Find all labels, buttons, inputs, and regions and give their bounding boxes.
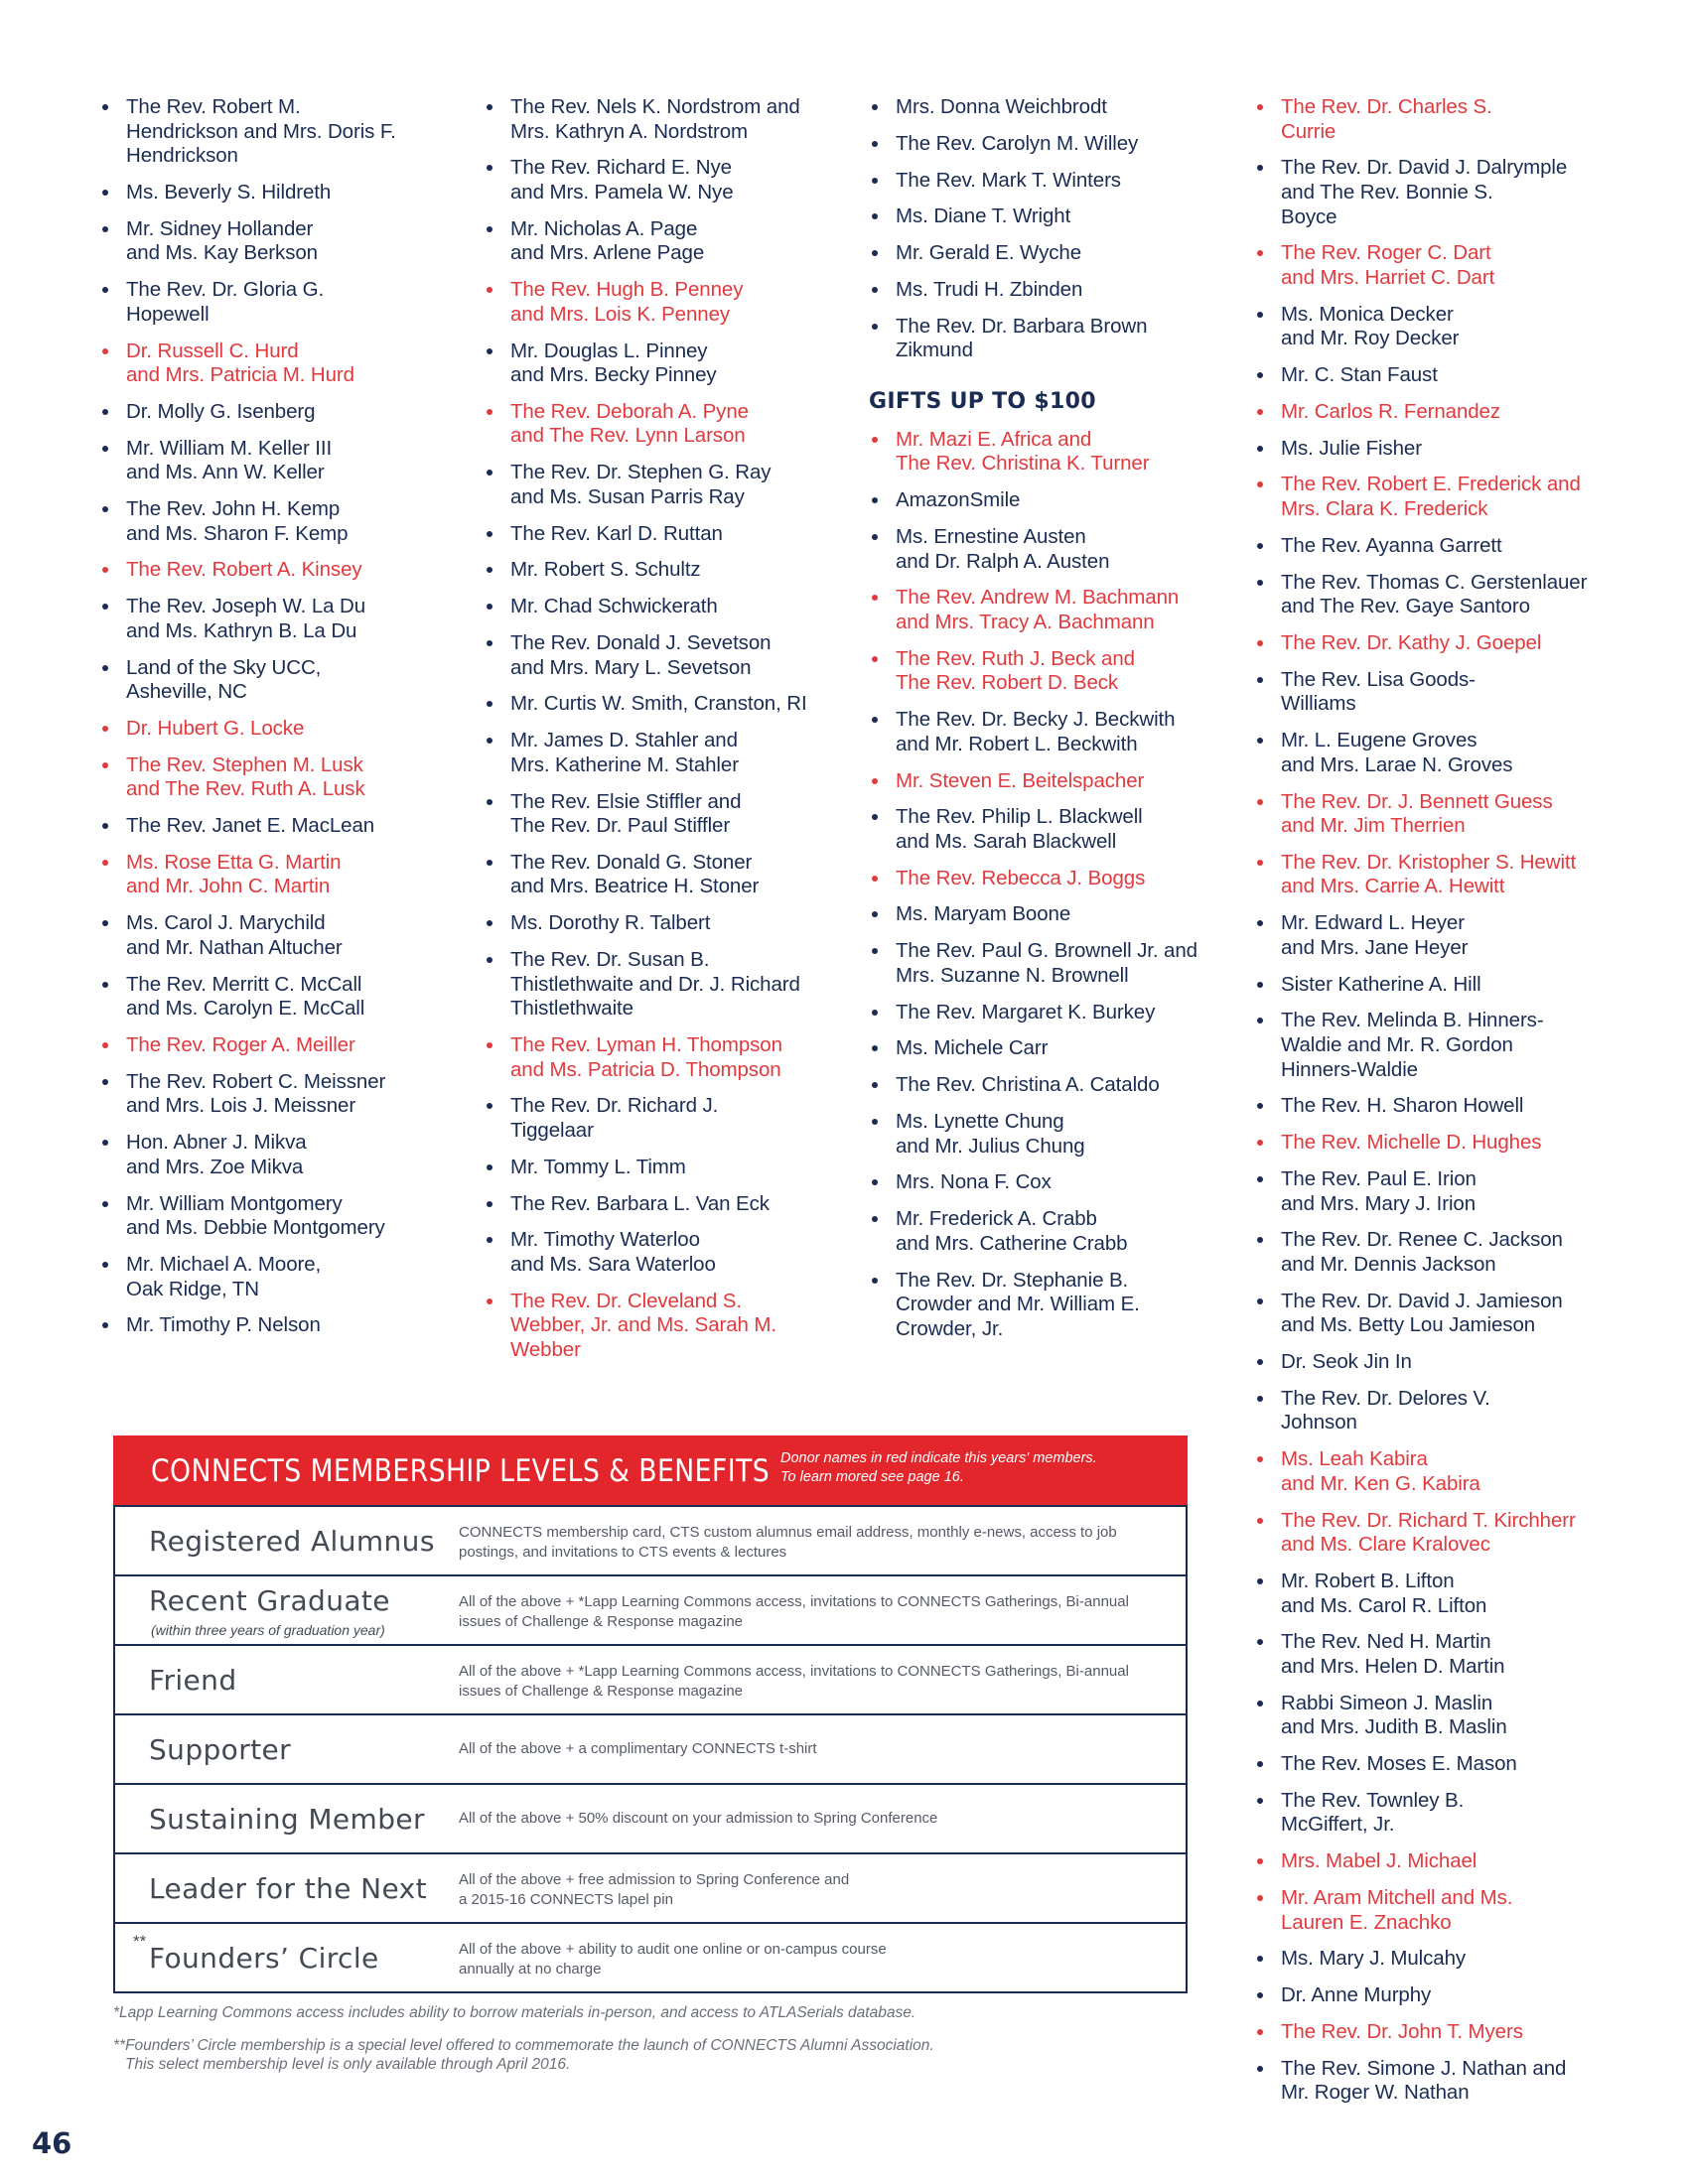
donor-name: Mr. Nicholas A. Page and Mrs. Arlene Page bbox=[484, 217, 821, 266]
donor-name: The Rev. Hugh B. Penney and Mrs. Lois K. Penney bbox=[484, 278, 821, 327]
donor-name: The Rev. Margaret K. Burkey bbox=[869, 1001, 1206, 1025]
donor-name: Ms. Rose Etta G. Martin and Mr. John C. Martin bbox=[99, 851, 437, 899]
donor-name: The Rev. Lyman H. Thompson and Ms. Patricia D. Thompson bbox=[484, 1033, 821, 1082]
membership-row bbox=[115, 1922, 1186, 1991]
donor-name: The Rev. Paul E. Irion and Mrs. Mary J. Irion bbox=[1254, 1167, 1592, 1216]
donor-name: Mr. Timothy P. Nelson bbox=[99, 1313, 437, 1338]
donor-name: The Rev. Dr. J. Bennett Guess and Mr. Jim Therrien bbox=[1254, 790, 1592, 839]
donor-name: The Rev. Dr. David J. Jamieson and Ms. Betty Lou Jamieson bbox=[1254, 1290, 1592, 1338]
donor-name: The Rev. Stephen M. Lusk and The Rev. Ruth A. Lusk bbox=[99, 753, 437, 802]
footnote-founders: **Founders’ Circle membership is a special level offered to commemorate the launch of CONNECTS Alumni Association. This select membership level is only available through April 2016. bbox=[113, 2037, 934, 2073]
donor-name: Sister Katherine A. Hill bbox=[1254, 973, 1592, 998]
donor-name: The Rev. Barbara L. Van Eck bbox=[484, 1192, 821, 1217]
donor-column-1 bbox=[99, 95, 437, 1350]
donor-name: The Rev. Nels K. Nordstrom and Mrs. Kathryn A. Nordstrom bbox=[484, 95, 821, 144]
donor-name: The Rev. Dr. Richard T. Kirchherr and Ms. Clare Kralovec bbox=[1254, 1509, 1592, 1558]
membership-note: Donor names in red indicate this years' members. To learn mored see page 16. bbox=[780, 1450, 1097, 1485]
level-name: Recent Graduate bbox=[149, 1584, 390, 1617]
donor-column-2 bbox=[484, 95, 821, 1375]
donor-name: The Rev. Ruth J. Beck and The Rev. Robert D. Beck bbox=[869, 647, 1206, 696]
gifts-donor-list bbox=[869, 428, 1206, 1341]
donor-name: Mr. Michael A. Moore, Oak Ridge, TN bbox=[99, 1253, 437, 1301]
donor-name: Mr. Curtis W. Smith, Cranston, RI bbox=[484, 692, 821, 717]
donor-name: Ms. Mary J. Mulcahy bbox=[1254, 1947, 1592, 1972]
donor-name: Ms. Dorothy R. Talbert bbox=[484, 911, 821, 936]
donor-name: The Rev. Karl D. Ruttan bbox=[484, 522, 821, 547]
donor-name: Ms. Michele Carr bbox=[869, 1036, 1206, 1061]
donor-name: The Rev. Merritt C. McCall and Ms. Carolyn E. McCall bbox=[99, 973, 437, 1022]
donor-name: Mrs. Nona F. Cox bbox=[869, 1170, 1206, 1195]
donor-list bbox=[869, 95, 1206, 363]
donor-name: The Rev. Robert C. Meissner and Mrs. Lois J. Meissner bbox=[99, 1070, 437, 1119]
level-name: Sustaining Member bbox=[149, 1803, 425, 1836]
membership-row bbox=[115, 1783, 1186, 1852]
donor-name: The Rev. Donald J. Sevetson and Mrs. Mary L. Sevetson bbox=[484, 631, 821, 680]
donor-name: The Rev. Ayanna Garrett bbox=[1254, 534, 1592, 559]
page-number: 46 bbox=[32, 2126, 72, 2160]
donor-name: The Rev. Joseph W. La Du and Ms. Kathryn B. La Du bbox=[99, 595, 437, 643]
membership-row bbox=[115, 1574, 1186, 1644]
donor-name: The Rev. Richard E. Nye and Mrs. Pamela W. Nye bbox=[484, 156, 821, 205]
donor-name: Mr. Tommy L. Timm bbox=[484, 1156, 821, 1180]
donor-name: The Rev. Dr. Charles S. Currie bbox=[1254, 95, 1592, 144]
donor-name: Ms. Carol J. Marychild and Mr. Nathan Altucher bbox=[99, 911, 437, 960]
level-benefit: All of the above + a complimentary CONNECTS t-shirt bbox=[459, 1740, 817, 1757]
donor-name: Mr. L. Eugene Groves and Mrs. Larae N. Groves bbox=[1254, 729, 1592, 777]
donor-name: The Rev. Elsie Stiffler and The Rev. Dr. Paul Stiffler bbox=[484, 790, 821, 839]
donor-name: Ms. Trudi H. Zbinden bbox=[869, 278, 1206, 303]
level-benefit: All of the above + *Lapp Learning Commons access, invitations to CONNECTS Gatherings, Bi-annual issues of Challenge & Response magazine bbox=[459, 1593, 1129, 1630]
gifts-section-heading: GIFTS UP TO $100 bbox=[869, 388, 1096, 414]
donor-list bbox=[1254, 95, 1592, 2106]
donor-name: Mr. Gerald E. Wyche bbox=[869, 241, 1206, 266]
donor-name: The Rev. Dr. Susan B. Thistlethwaite and Dr. J. Richard Thistlethwaite bbox=[484, 948, 821, 1022]
donor-name: The Rev. Thomas C. Gerstenlauer and The Rev. Gaye Santoro bbox=[1254, 571, 1592, 619]
donor-name: Mr. Sidney Hollander and Ms. Kay Berkson bbox=[99, 217, 437, 266]
donor-name: The Rev. Dr. Stephanie B. Crowder and Mr. William E. Crowder, Jr. bbox=[869, 1269, 1206, 1342]
donor-name: Mr. Mazi E. Africa and The Rev. Christina K. Turner bbox=[869, 428, 1206, 477]
membership-levels-table bbox=[113, 1435, 1188, 1993]
donor-name: Ms. Ernestine Austen and Dr. Ralph A. Austen bbox=[869, 525, 1206, 574]
membership-row bbox=[115, 1713, 1186, 1783]
donor-name: The Rev. Simone J. Nathan and Mr. Roger W. Nathan bbox=[1254, 2057, 1592, 2106]
level-benefit: CONNECTS membership card, CTS custom alumnus email address, monthly e-news, access to job postings, and invitations to CTS events & lectures bbox=[459, 1524, 1117, 1561]
membership-row bbox=[115, 1505, 1186, 1574]
donor-name: The Rev. Townley B. McGiffert, Jr. bbox=[1254, 1789, 1592, 1838]
donor-name: Dr. Hubert G. Locke bbox=[99, 717, 437, 742]
donor-name: The Rev. Melinda B. Hinners- Waldie and Mr. R. Gordon Hinners-Waldie bbox=[1254, 1009, 1592, 1082]
donor-name: The Rev. Deborah A. Pyne and The Rev. Lynn Larson bbox=[484, 400, 821, 449]
donor-name: Mr. Edward L. Heyer and Mrs. Jane Heyer bbox=[1254, 911, 1592, 960]
donor-name: The Rev. Robert A. Kinsey bbox=[99, 558, 437, 583]
donor-name: The Rev. Dr. Renee C. Jackson and Mr. Dennis Jackson bbox=[1254, 1228, 1592, 1277]
membership-title: CONNECTS MEMBERSHIP LEVELS & BENEFITS bbox=[151, 1453, 771, 1489]
donor-name: The Rev. Ned H. Martin and Mrs. Helen D. Martin bbox=[1254, 1630, 1592, 1679]
level-name: Friend bbox=[149, 1664, 237, 1697]
footnotes bbox=[113, 2003, 1106, 2088]
donor-name: Ms. Diane T. Wright bbox=[869, 205, 1206, 229]
donor-name: Ms. Julie Fisher bbox=[1254, 437, 1592, 462]
donor-name: The Rev. Dr. Becky J. Beckwith and Mr. Robert L. Beckwith bbox=[869, 708, 1206, 756]
donor-name: The Rev. Mark T. Winters bbox=[869, 169, 1206, 194]
donor-name: Ms. Beverly S. Hildreth bbox=[99, 181, 437, 205]
donor-name: Mr. Robert S. Schultz bbox=[484, 558, 821, 583]
donor-name: The Rev. Robert M. Hendrickson and Mrs. Doris F. Hendrickson bbox=[99, 95, 437, 169]
donor-name: Land of the Sky UCC, Asheville, NC bbox=[99, 656, 437, 705]
level-benefit: All of the above + 50% discount on your admission to Spring Conference bbox=[459, 1810, 938, 1827]
donor-name: Mrs. Donna Weichbrodt bbox=[869, 95, 1206, 120]
donor-name: Mr. Frederick A. Crabb and Mrs. Catherine Crabb bbox=[869, 1207, 1206, 1256]
membership-row bbox=[115, 1644, 1186, 1713]
donor-name: Ms. Monica Decker and Mr. Roy Decker bbox=[1254, 303, 1592, 351]
donor-column-4 bbox=[1254, 95, 1592, 2117]
level-subtitle: (within three years of graduation year) bbox=[151, 1622, 385, 1638]
donor-name: The Rev. Dr. Cleveland S. Webber, Jr. and Ms. Sarah M. Webber bbox=[484, 1290, 821, 1363]
donor-name: Mr. James D. Stahler and Mrs. Katherine M. Stahler bbox=[484, 729, 821, 777]
donor-name: The Rev. Dr. Richard J. Tiggelaar bbox=[484, 1094, 821, 1143]
donor-name: Mr. William Montgomery and Ms. Debbie Montgomery bbox=[99, 1192, 437, 1241]
donor-name: Mr. C. Stan Faust bbox=[1254, 363, 1592, 388]
donor-name: Mr. Carlos R. Fernandez bbox=[1254, 400, 1592, 425]
donor-name: Ms. Leah Kabira and Mr. Ken G. Kabira bbox=[1254, 1447, 1592, 1496]
donor-name: The Rev. Dr. Kristopher S. Hewitt and Mrs. Carrie A. Hewitt bbox=[1254, 851, 1592, 899]
donor-name: The Rev. Dr. Barbara Brown Zikmund bbox=[869, 315, 1206, 363]
donor-name: The Rev. Dr. Gloria G. Hopewell bbox=[99, 278, 437, 327]
donor-name: The Rev. Michelle D. Hughes bbox=[1254, 1131, 1592, 1156]
donor-name: Dr. Seok Jin In bbox=[1254, 1350, 1592, 1375]
donor-name: The Rev. Roger A. Meiller bbox=[99, 1033, 437, 1058]
membership-rows bbox=[113, 1505, 1188, 1993]
donor-name: Dr. Russell C. Hurd and Mrs. Patricia M. Hurd bbox=[99, 340, 437, 388]
donor-name: The Rev. Paul G. Brownell Jr. and Mrs. Suzanne N. Brownell bbox=[869, 939, 1206, 988]
donor-name: The Rev. John H. Kemp and Ms. Sharon F. Kemp bbox=[99, 497, 437, 546]
donor-name: Rabbi Simeon J. Maslin and Mrs. Judith B. Maslin bbox=[1254, 1692, 1592, 1740]
level-name: Leader for the Next bbox=[149, 1872, 427, 1905]
donor-name: The Rev. Carolyn M. Willey bbox=[869, 132, 1206, 157]
membership-header bbox=[113, 1435, 1188, 1505]
donor-name: The Rev. Janet E. MacLean bbox=[99, 814, 437, 839]
donor-name: The Rev. Donald G. Stoner and Mrs. Beatrice H. Stoner bbox=[484, 851, 821, 899]
donor-name: The Rev. Dr. John T. Myers bbox=[1254, 2020, 1592, 2045]
donor-name: The Rev. H. Sharon Howell bbox=[1254, 1094, 1592, 1119]
level-benefit: All of the above + free admission to Spring Conference and a 2015-16 CONNECTS lapel pin bbox=[459, 1871, 850, 1908]
donor-name: The Rev. Andrew M. Bachmann and Mrs. Tracy A. Bachmann bbox=[869, 586, 1206, 634]
level-name: Supporter bbox=[149, 1733, 292, 1766]
donor-name: The Rev. Lisa Goods- Williams bbox=[1254, 668, 1592, 717]
level-name: Founders’ Circle bbox=[149, 1942, 379, 1975]
donor-name: The Rev. Roger C. Dart and Mrs. Harriet C. Dart bbox=[1254, 241, 1592, 290]
donor-name: Hon. Abner J. Mikva and Mrs. Zoe Mikva bbox=[99, 1131, 437, 1179]
donor-list bbox=[484, 95, 821, 1362]
donor-name: Ms. Maryam Boone bbox=[869, 902, 1206, 927]
donor-name: Mr. Steven E. Beitelspacher bbox=[869, 769, 1206, 794]
donor-name: AmazonSmile bbox=[869, 488, 1206, 513]
donor-name: Dr. Anne Murphy bbox=[1254, 1983, 1592, 2008]
donor-name: The Rev. Philip L. Blackwell and Ms. Sarah Blackwell bbox=[869, 805, 1206, 854]
donor-name: Mr. Chad Schwickerath bbox=[484, 595, 821, 619]
level-name: Registered Alumnus bbox=[149, 1525, 435, 1558]
donor-name: The Rev. Dr. Kathy J. Goepel bbox=[1254, 631, 1592, 656]
donor-list bbox=[99, 95, 437, 1338]
membership-row bbox=[115, 1852, 1186, 1922]
donor-column-3 bbox=[869, 95, 1206, 1353]
donor-name: Mr. Aram Mitchell and Ms. Lauren E. Znachko bbox=[1254, 1886, 1592, 1935]
donor-name: The Rev. Moses E. Mason bbox=[1254, 1752, 1592, 1777]
donor-name: The Rev. Christina A. Cataldo bbox=[869, 1073, 1206, 1098]
donor-name: Dr. Molly G. Isenberg bbox=[99, 400, 437, 425]
footnote-lapp: *Lapp Learning Commons access includes ability to borrow materials in-person, and access to ATLASerials database. bbox=[113, 2004, 916, 2021]
donor-name: The Rev. Dr. David J. Dalrymple and The Rev. Bonnie S. Boyce bbox=[1254, 156, 1592, 229]
donor-name: The Rev. Dr. Delores V. Johnson bbox=[1254, 1387, 1592, 1435]
donor-name: Mrs. Mabel J. Michael bbox=[1254, 1849, 1592, 1874]
donor-name: Mr. Timothy Waterloo and Ms. Sara Waterloo bbox=[484, 1228, 821, 1277]
level-benefit: All of the above + *Lapp Learning Commons access, invitations to CONNECTS Gatherings, Bi-annual issues of Challenge & Response magazine bbox=[459, 1663, 1129, 1700]
donor-name: The Rev. Robert E. Frederick and Mrs. Clara K. Frederick bbox=[1254, 473, 1592, 521]
donor-name: The Rev. Rebecca J. Boggs bbox=[869, 867, 1206, 891]
level-stars: ** bbox=[133, 1932, 147, 1951]
donor-name: Mr. Robert B. Lifton and Ms. Carol R. Lifton bbox=[1254, 1570, 1592, 1618]
donor-name: The Rev. Dr. Stephen G. Ray and Ms. Susan Parris Ray bbox=[484, 461, 821, 509]
level-benefit: All of the above + ability to audit one online or on-campus course annually at no charge bbox=[459, 1941, 887, 1978]
donor-name: Ms. Lynette Chung and Mr. Julius Chung bbox=[869, 1110, 1206, 1159]
donor-name: Mr. William M. Keller III and Ms. Ann W. Keller bbox=[99, 437, 437, 485]
donor-name: Mr. Douglas L. Pinney and Mrs. Becky Pinney bbox=[484, 340, 821, 388]
